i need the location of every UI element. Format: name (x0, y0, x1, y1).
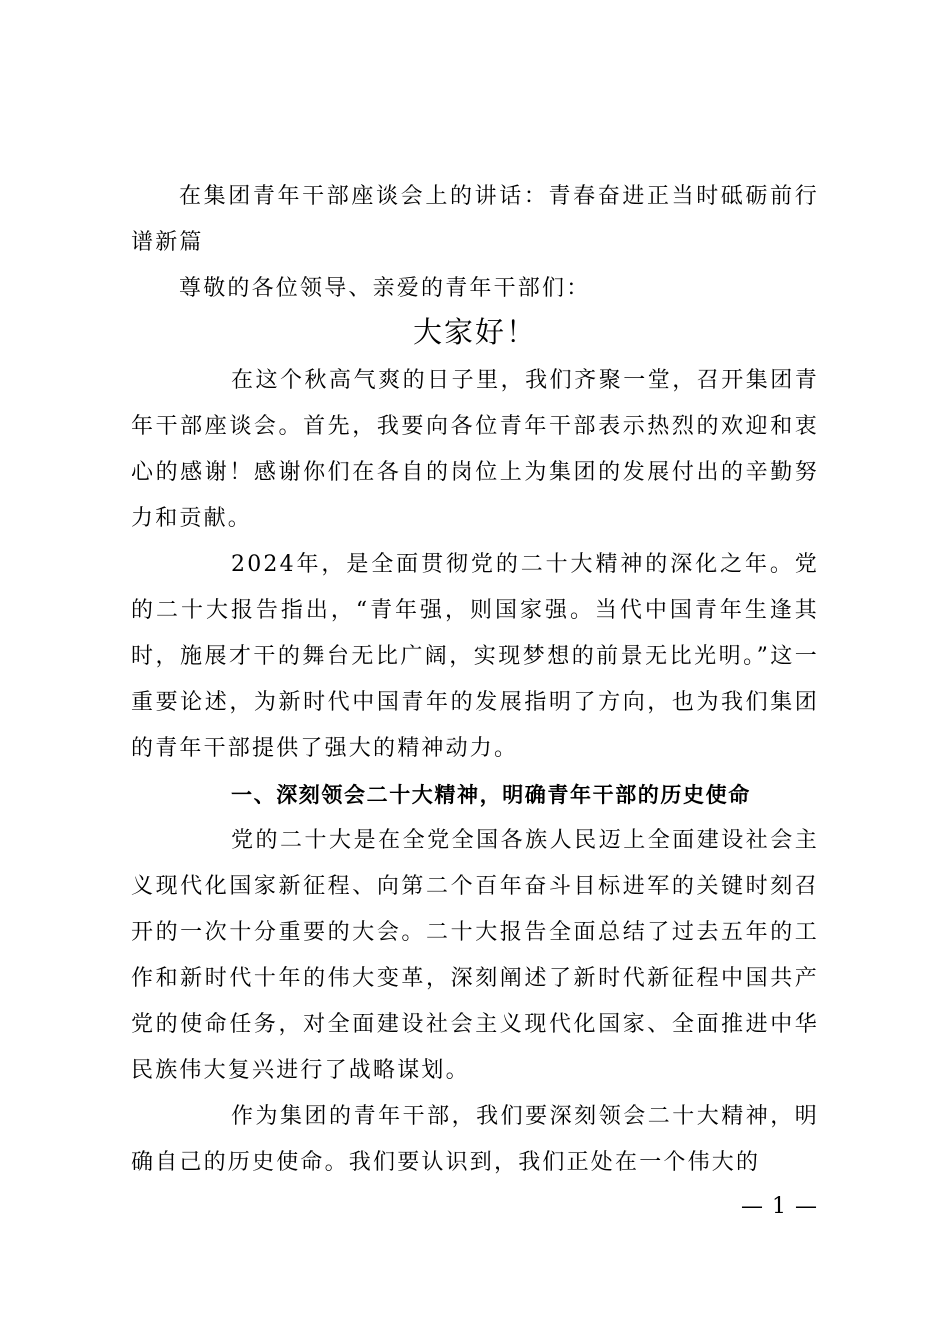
paragraph-welcome: 在这个秋高气爽的日子里，我们齐聚一堂，召开集团青年干部座谈会。首先，我要向各位青年干部表示热烈的欢迎和衷心的感谢！感谢你们在各自的岗位上为集团的发展付出的辛勤努力和贡献。 (131, 368, 819, 531)
document-title: 在集团青年干部座谈会上的讲话：青春奋进正当时砥砺前行谱新篇 (131, 184, 819, 255)
paragraph-context: 2024年，是全面贯彻党的二十大精神的深化之年。党的二十大报告指出，“青年强，则国家强。当代中国青年生逢其时，施展才干的舞台无比广阔，实现梦想的前景无比光明。”这一重要论述，为新时代中国青年的发展指明了方向，也为我们集团的青年干部提供了强大的精神动力。 (131, 552, 819, 761)
page-number: — 1 — (741, 1194, 818, 1219)
section-heading: 一、深刻领会二十大精神，明确青年干部的历史使命 (231, 783, 751, 807)
paragraph-mission: 作为集团的青年干部，我们要深刻领会二十大精神，明确自己的历史使命。我们要认识到，我们正处在一个伟大的 (131, 1104, 819, 1175)
paragraph-congress: 党的二十大是在全党全国各族人民迈上全面建设社会主义现代化国家新征程、向第二个百年奋斗目标进军的关键时刻召开的一次十分重要的大会。二十大报告全面总结了过去五年的工作和新时代十年的伟大变革，深刻阐述了新时代新征程中国共产党的使命任务，对全面建设社会主义现代化国家、全面推进中华民族伟大复兴进行了战略谋划。 (131, 828, 819, 1083)
salutation: 尊敬的各位领导、亲爱的青年干部们： (179, 276, 591, 301)
greeting: 大家好！ (412, 315, 537, 349)
